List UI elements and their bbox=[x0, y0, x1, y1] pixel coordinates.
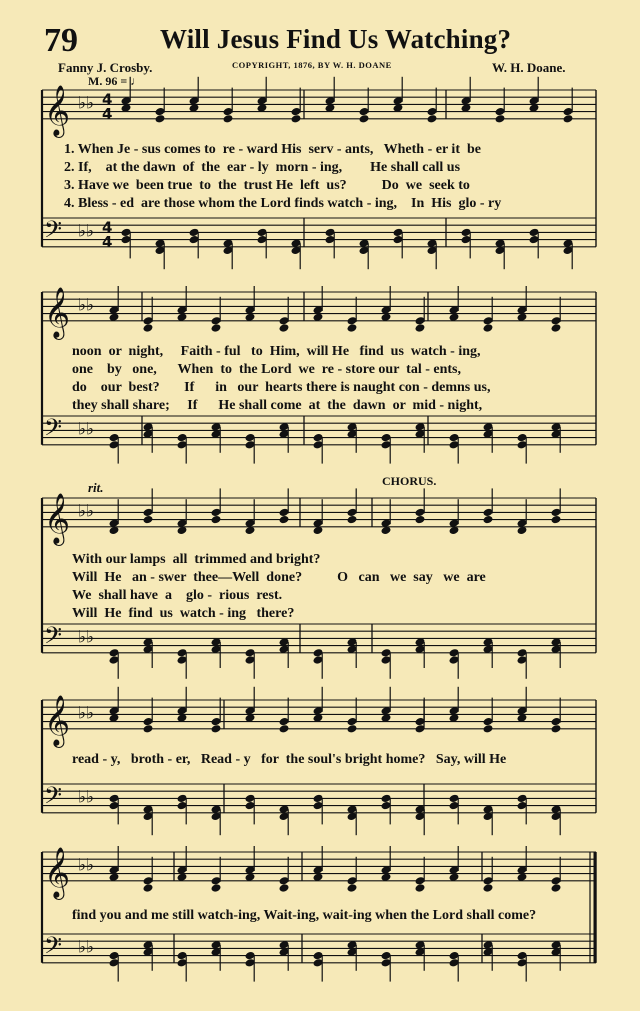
composer-credit: W. H. Doane. bbox=[492, 60, 566, 75]
key-signature-icon: ♭♭ bbox=[78, 937, 95, 958]
key-signature-icon: ♭♭ bbox=[78, 703, 95, 724]
note-head bbox=[415, 323, 426, 333]
lyric-line: 4. Bless - ed are those whom the Lord finds watch - ing, In His glo - ry bbox=[64, 196, 502, 211]
note-head bbox=[291, 114, 302, 124]
note-head bbox=[279, 515, 290, 525]
treble-clef-icon: 𝄞 bbox=[44, 694, 71, 746]
hymn-number: 79 bbox=[44, 22, 78, 59]
note-head bbox=[347, 724, 358, 734]
tempo-marking: M. 96 = ♩ bbox=[88, 74, 143, 88]
lyric-line: read - y, broth - er, Read - y for the soul's bright home? Say, will He bbox=[72, 752, 507, 767]
note-head bbox=[359, 114, 370, 124]
note-head bbox=[347, 323, 358, 333]
note-head bbox=[495, 114, 506, 124]
note-head bbox=[211, 883, 222, 893]
time-signature-icon: 4 bbox=[102, 232, 113, 251]
lyric-line: they shall share; If He shall come at the dawn or mid - night, bbox=[72, 398, 483, 413]
note-head bbox=[211, 515, 222, 525]
note-head bbox=[279, 724, 290, 734]
note-head bbox=[143, 724, 154, 734]
lyric-line: 1. When Je - sus comes to re - ward His serv - ants, Wheth - er it be bbox=[64, 142, 481, 157]
bass-clef-icon: 𝄢 bbox=[44, 621, 63, 655]
lyric-line: With our lamps all trimmed and bright? bbox=[72, 552, 321, 567]
hymn-title: Will Jesus Find Us Watching? bbox=[160, 24, 512, 54]
note-head bbox=[427, 114, 438, 124]
note-head bbox=[279, 323, 290, 333]
lyric-line: find you and me still watch-ing, Wait-ing, wait-ing when the Lord shall come? bbox=[72, 908, 537, 923]
ritardando-marking: rit. bbox=[88, 480, 104, 495]
note-head bbox=[143, 323, 154, 333]
key-signature-icon: ♭♭ bbox=[78, 295, 95, 316]
treble-clef-icon: 𝄞 bbox=[44, 84, 71, 136]
key-signature-icon: ♭♭ bbox=[78, 501, 95, 522]
note-head bbox=[347, 883, 358, 893]
author-credit: Fanny J. Crosby. bbox=[58, 60, 153, 75]
lyric-line: 3. Have we been true to the trust He left us? Do we seek to bbox=[64, 178, 470, 193]
copyright-notice: COPYRIGHT, 1876, BY W. H. DOANE bbox=[232, 60, 392, 70]
note-head bbox=[551, 883, 562, 893]
key-signature-icon: ♭♭ bbox=[78, 627, 95, 648]
key-signature-icon: ♭♭ bbox=[78, 221, 95, 242]
note-head bbox=[279, 883, 290, 893]
lyric-line: noon or night, Faith - ful to Him, will He find us watch - ing, bbox=[72, 344, 481, 359]
note-head bbox=[143, 515, 154, 525]
lyric-line: Will He an - swer thee—Well done? O can we say we are bbox=[72, 570, 486, 585]
treble-clef-icon: 𝄞 bbox=[44, 846, 71, 898]
time-signature-icon: 4 bbox=[102, 218, 113, 237]
bass-clef-icon: 𝄢 bbox=[44, 215, 63, 249]
lyric-line: 2. If, at the dawn of the ear - ly morn - ing, He shall call us bbox=[64, 160, 461, 175]
bass-clef-icon: 𝄢 bbox=[44, 413, 63, 447]
note-head bbox=[211, 323, 222, 333]
note-head bbox=[551, 515, 562, 525]
note-head bbox=[143, 883, 154, 893]
lyric-line: Will He find us watch - ing there? bbox=[72, 606, 295, 621]
lyric-line: do our best? If in our hearts there is naught con - demns us, bbox=[72, 380, 491, 395]
treble-clef-icon: 𝄞 bbox=[44, 492, 71, 544]
note-head bbox=[155, 114, 166, 124]
note-head bbox=[211, 724, 222, 734]
note-head bbox=[483, 323, 494, 333]
note-head bbox=[483, 724, 494, 734]
note-head bbox=[415, 883, 426, 893]
lyric-line: one by one, When to the Lord we re - store our tal - ents, bbox=[72, 362, 461, 377]
time-signature-icon: 4 bbox=[102, 104, 113, 123]
note-head bbox=[563, 114, 574, 124]
lyric-line: We shall have a glo - rious rest. bbox=[72, 588, 283, 603]
note-head bbox=[551, 724, 562, 734]
note-head bbox=[483, 515, 494, 525]
chorus-marking: CHORUS. bbox=[382, 474, 437, 488]
key-signature-icon: ♭♭ bbox=[78, 419, 95, 440]
bass-clef-icon: 𝄢 bbox=[44, 781, 63, 815]
note-head bbox=[483, 883, 494, 893]
note-head bbox=[551, 323, 562, 333]
note-head bbox=[415, 515, 426, 525]
key-signature-icon: ♭♭ bbox=[78, 93, 95, 114]
treble-clef-icon: 𝄞 bbox=[44, 286, 71, 338]
note-head bbox=[223, 114, 234, 124]
bass-clef-icon: 𝄢 bbox=[44, 931, 63, 965]
key-signature-icon: ♭♭ bbox=[78, 787, 95, 808]
key-signature-icon: ♭♭ bbox=[78, 855, 95, 876]
time-signature-icon: 4 bbox=[102, 90, 113, 109]
note-head bbox=[347, 515, 358, 525]
